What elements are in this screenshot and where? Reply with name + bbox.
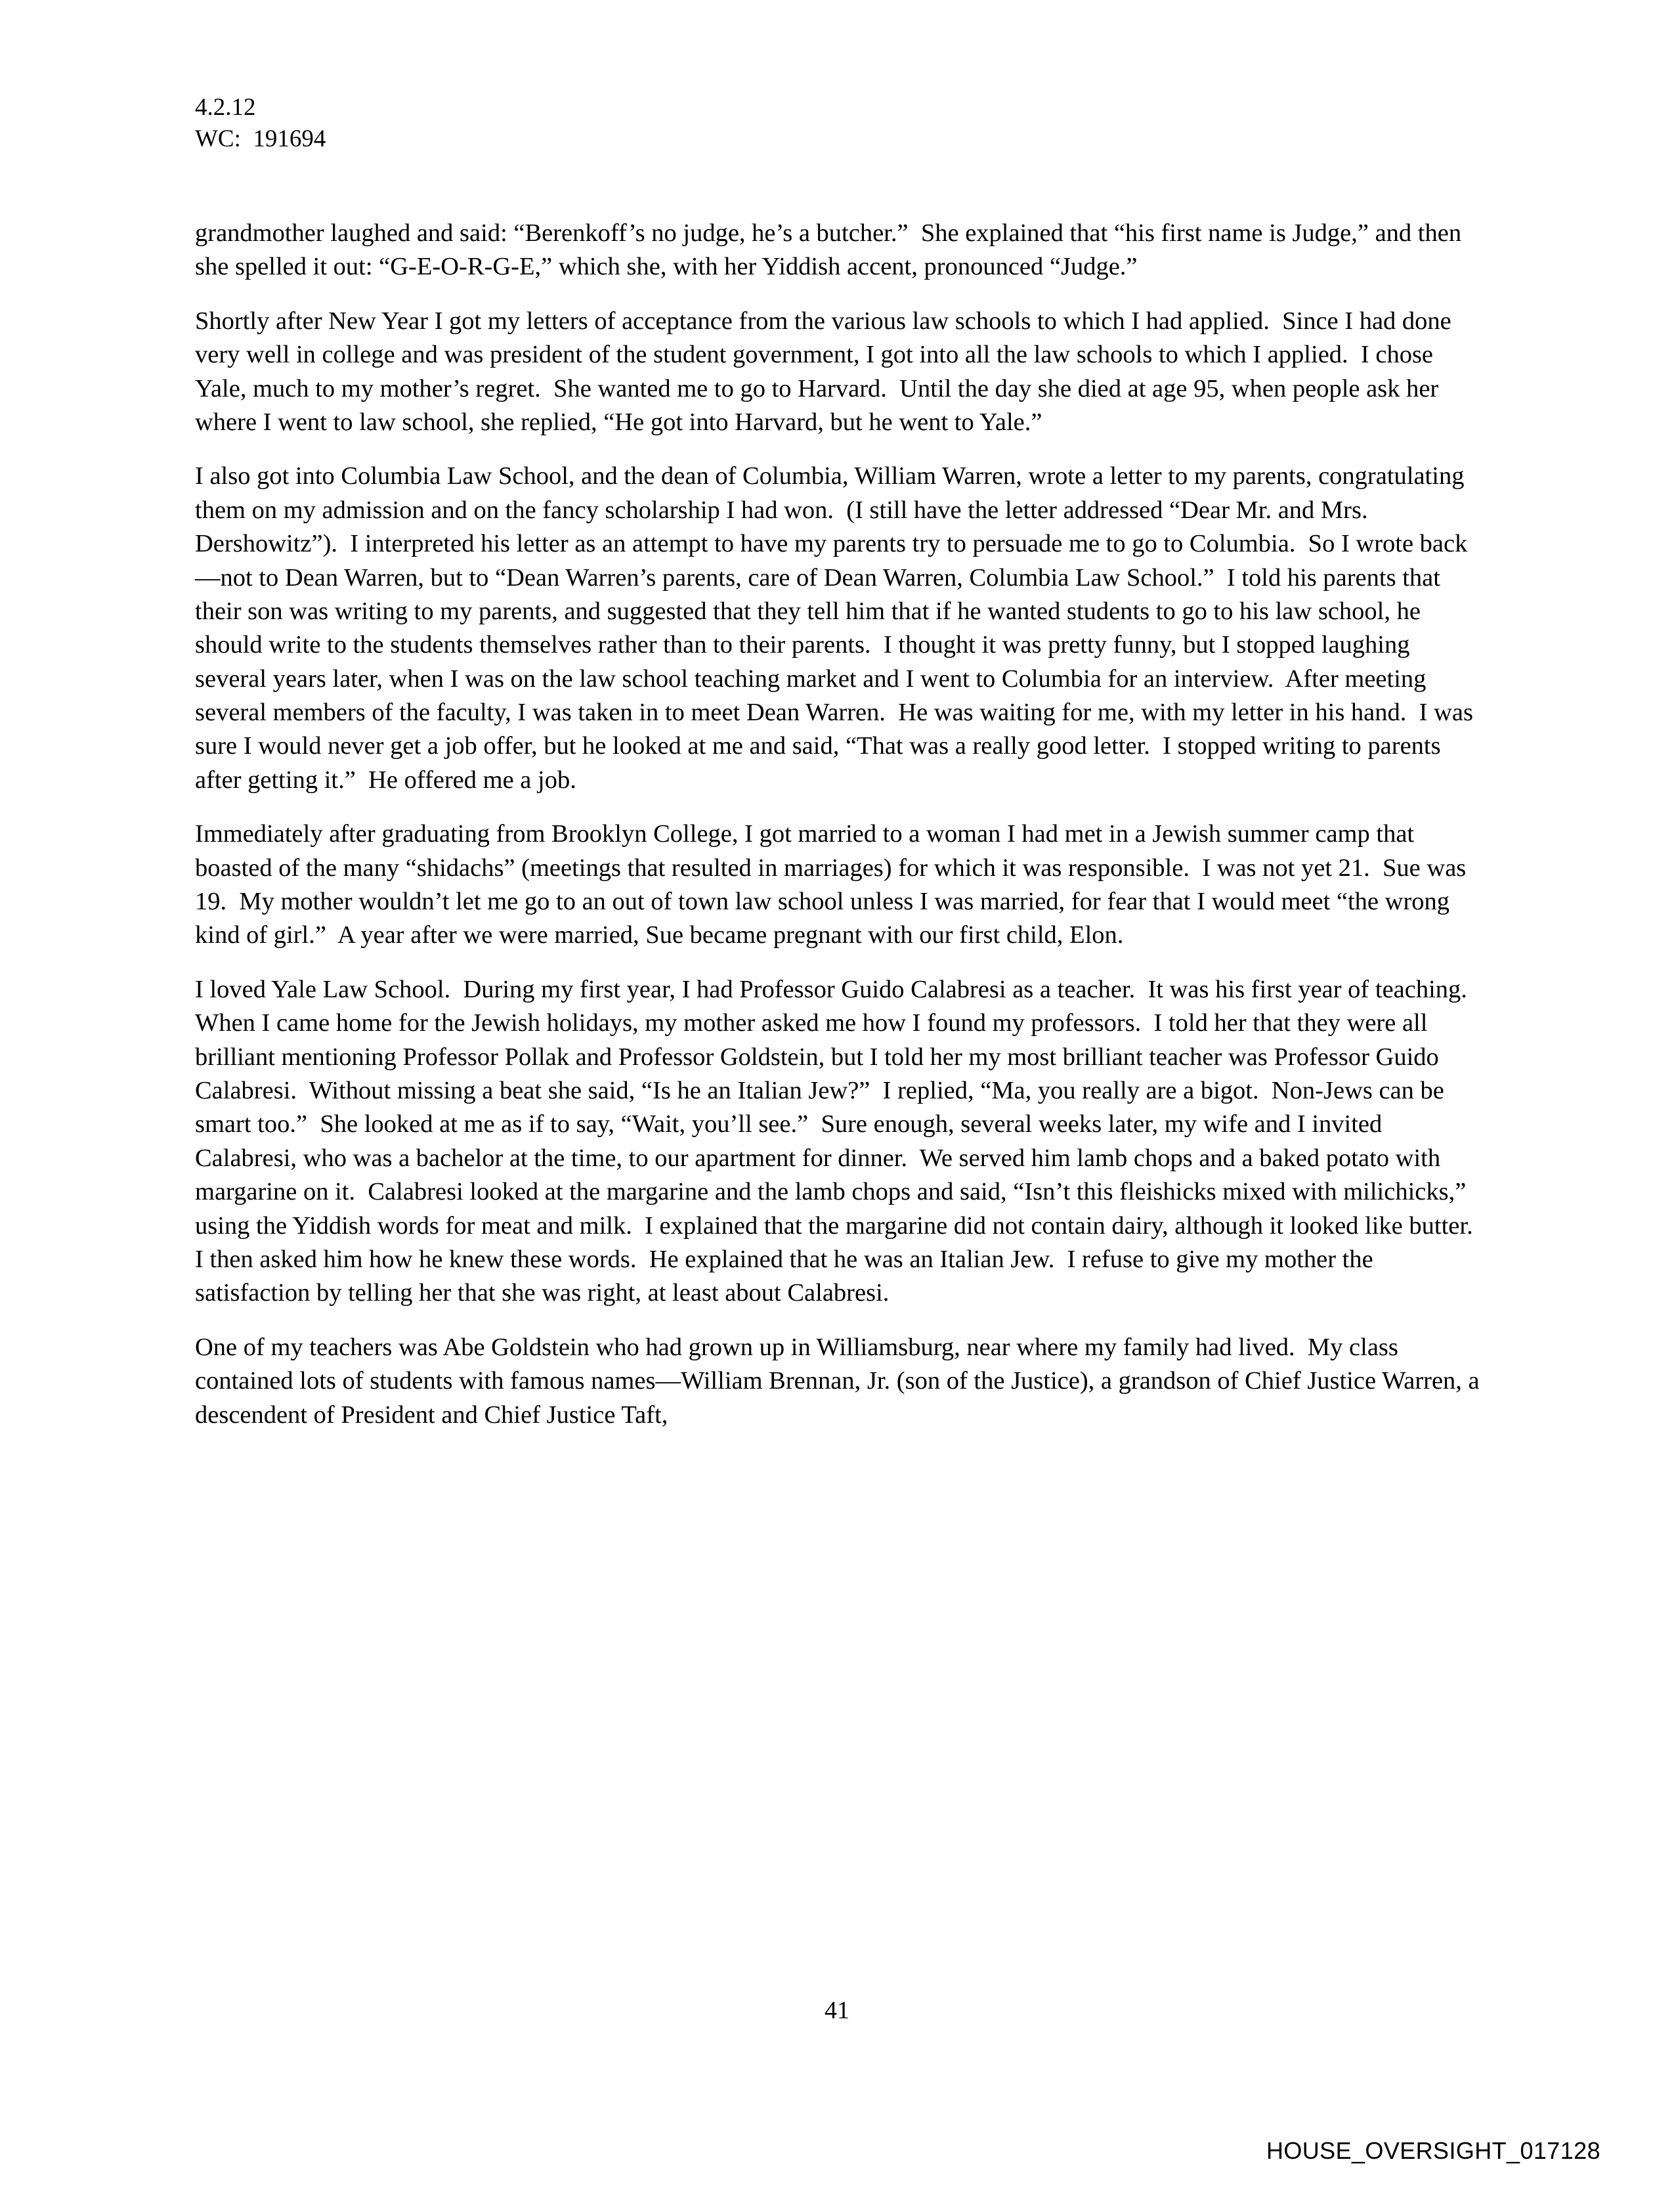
header-word-count: WC: 191694 (195, 125, 326, 153)
header-date: 4.2.12 (195, 94, 256, 121)
document-body (195, 217, 1485, 1432)
body-paragraph: I loved Yale Law School. During my first year, I had Professor Guido Calabresi as a teacher. It was his first year of teaching. When I came home for the Jewish holidays, my mother asked me how I found my professors. I told her that they were all brilliant mentioning Professor Pollak and Professor Goldstein, but I told her my most brilliant teacher was Professor Guido Calabresi. Without missing a beat she said, “Is he an Italian Jew?” I replied, “Ma, you really are a bigot. Non-Jews can be smart too.” She looked at me as if to say, “Wait, you’ll see.” Sure enough, several weeks later, my wife and I invited Calabresi, who was a bachelor at the time, to our apartment for dinner. We served him lamb chops and a baked potato with margarine on it. Calabresi looked at the margarine and the lamb chops and said, “Isn’t this fleishicks mixed with milichicks,” using the Yiddish words for meat and milk. I explained that the margarine did not contain dairy, although it looked like butter. I then asked him how he knew these words. He explained that he was an Italian Jew. I refuse to give my mother the satisfaction by telling her that she was right, at least about Calabresi. (195, 975, 1486, 1307)
bates-stamp: HOUSE_OVERSIGHT_017128 (1266, 2137, 1600, 2164)
body-paragraph: One of my teachers was Abe Goldstein who had grown up in Williamsburg, near where my family had lived. My class contained lots of students with famous names—William Brennan, Jr. (son of the Justice), a grandson of Chief Justice Warren, a descendent of President and Chief Justice Taft, (195, 1333, 1486, 1429)
body-paragraph: grandmother laughed and said: “Berenkoff’s no judge, he’s a butcher.” She explained that “his first name is Judge,” and then she spelled it out: “G-E-O-R-G-E,” which she, with her Yiddish accent, pronounced “Judge.” (195, 219, 1468, 281)
body-paragraph: Shortly after New Year I got my letters of acceptance from the various law schools to which I had applied. Since I had done very well in college and was president of the student government, I got into all the law schools to which I applied. I chose Yale, much to my mother’s regret. She wanted me to go to Harvard. Until the day she died at age 95, when people ask her where I went to law school, she replied, “He got into Harvard, but he went to Yale.” (195, 307, 1458, 436)
body-paragraph: Immediately after graduating from Brooklyn College, I got married to a woman I had met in a Jewish summer camp that boasted of the many “shidachs” (meetings that resulted in marriages) for which it was responsible. I was not yet 21. Sue was 19. My mother wouldn’t let me go to an out of town law school unless I was married, for fear that I would meet “the wrong kind of girl.” A year after we were married, Sue became pregnant with our first child, Elon. (195, 820, 1472, 949)
page-number: 41 (825, 1997, 849, 2024)
document-header (195, 92, 326, 155)
body-paragraph: I also got into Columbia Law School, and the dean of Columbia, William Warren, wrote a letter to my parents, congratulating them on my admission and on the fancy scholarship I had won. (I still have the letter addressed “Dear Mr. and Mrs. Dershowitz”). I interpreted his letter as an attempt to have my parents try to persuade me to go to Columbia. So I wrote back—not to Dean Warren, but to “Dean Warren’s parents, care of Dean Warren, Columbia Law School.” I told his parents that their son was writing to my parents, and suggested that they tell him that if he wanted students to go to his law school, he should write to the students themselves rather than to their parents. I thought it was pretty funny, but I stopped laughing several years later, when I was on the law school teaching market and I went to Columbia for an interview. After meeting several members of the faculty, I was taken in to meet Dean Warren. He was waiting for me, with my letter in his hand. I was sure I would never get a job offer, but he looked at me and said, “That was a really good letter. I stopped writing to parents after getting it.” He offered me a job. (195, 462, 1480, 794)
